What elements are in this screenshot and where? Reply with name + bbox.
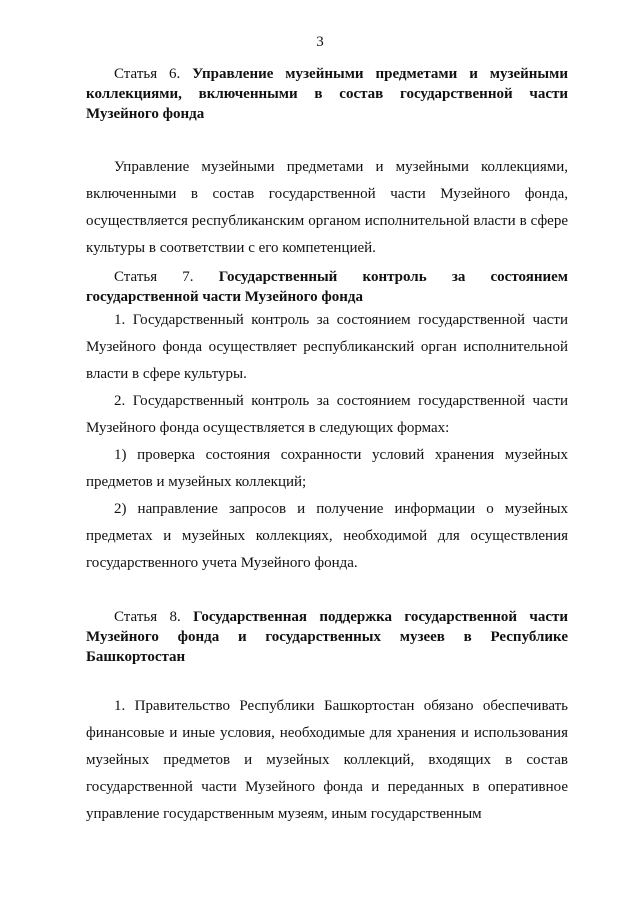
- article-paragraph: 2. Государственный контроль за состоянием государственной части Музейного фонда осуществляется в следующих формах:: [86, 393, 568, 436]
- article-paragraph: Управление музейными предметами и музейными коллекциями, включенными в состав государственной части Музейного фонда, осуществляется республиканским органом исполнительной власти в сфере культуры в соответствии с его компетенцией.: [86, 159, 568, 256]
- article-label: Статья 6.: [114, 66, 181, 82]
- article-6: [86, 64, 568, 262]
- article-label: Статья 8.: [114, 609, 181, 625]
- article-paragraph: 1. Государственный контроль за состоянием государственной части Музейного фонда осуществляет республиканский орган исполнительной власти в сфере культуры.: [86, 312, 568, 382]
- article-label: Статья 7.: [114, 269, 194, 285]
- article-paragraph: 1. Правительство Республики Башкортостан обязано обеспечивать финансовые и иные условия, необходимые для хранения и использования музейных предметов и музейных коллекций, входящих в состав государственной части Музейного фонда и переданных в оперативное управление государственным музеям, иным государственным: [86, 698, 568, 822]
- article-8: [86, 607, 568, 828]
- article-7: [86, 267, 568, 577]
- article-heading: [86, 607, 568, 667]
- article-paragraph: 1) проверка состояния сохранности условий хранения музейных предметов и музейных коллекций;: [86, 447, 568, 490]
- article-heading: [86, 267, 568, 307]
- article-title: Государственная поддержка государственной части Музейного фонда и государственных музеев в Республике Башкортостан: [86, 609, 568, 665]
- article-heading: [86, 64, 568, 124]
- article-paragraph: 2) направление запросов и получение информации о музейных предметах и музейных коллекциях, необходимой для осуществления государственного учета Музейного фонда.: [86, 501, 568, 571]
- article-title: Государственный контроль за состоянием государственной части Музейного фонда: [86, 269, 568, 305]
- article-title: Управление музейными предметами и музейными коллекциями, включенными в состав государственной части Музейного фонда: [86, 66, 569, 122]
- page-number: 3: [316, 34, 324, 50]
